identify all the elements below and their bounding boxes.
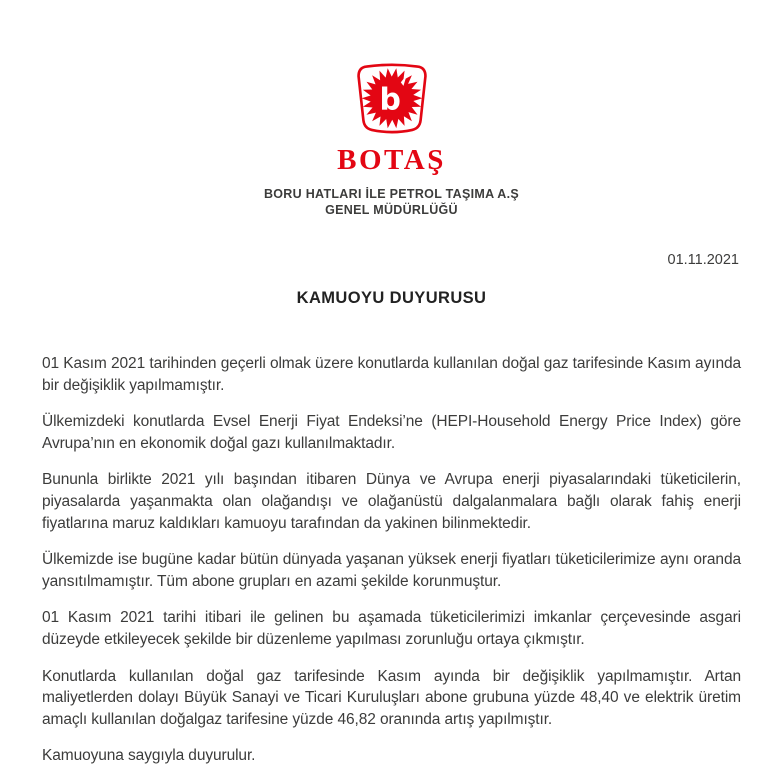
paragraph: 01 Kasım 2021 tarihinden geçerli olmak üzere konutlarda kullanılan doğal gaz tarifesinde Kasım ayında bir değişiklik yapılmamıştır. [42, 355, 741, 394]
logo-letter-b: b [379, 82, 401, 118]
org-name-line: BORU HATLARI İLE PETROL TAŞIMA A.Ş [263, 187, 520, 201]
document-date: 01.11.2021 [667, 252, 739, 268]
document-title: KAMUOYU DUYURUSU [296, 289, 487, 307]
brand-wordmark: BOTAŞ [337, 144, 446, 176]
closing-line: Kamuoyuna saygıyla duyurulur. [42, 747, 256, 765]
paragraph: Ülkemizdeki konutlarda Evsel Enerji Fiyat Endeksi’ne (HEPI-Household Energy Price Index) göre Avrupa’nın en ekonomik doğal gazı kullanılmaktadır. [42, 413, 741, 452]
document-body [42, 353, 741, 767]
botas-sawblade-shield-logo-icon [348, 60, 436, 140]
paragraph: Bununla birlikte 2021 yılı başından itibaren Dünya ve Avrupa enerji piyasalarındaki tüketicilerin, piyasalarda yaşanmakta olan olağandışı ve olağanüstü dalgalanmalara bağlı olarak fahiş enerji fiyatlarına maruz kaldıkları kamuoyu tarafından da yakinen bilinmektedir. [42, 471, 741, 532]
paragraph: Ülkemizde ise bugüne kadar bütün dünyada yaşanan yüksek enerji fiyatları tüketicilerimize aynı oranda yansıtılmamıştır. Tüm abone grupları en azami şekilde korunmuştur. [42, 551, 741, 590]
paragraph: Konutlarda kullanılan doğal gaz tarifesinde Kasım ayında bir değişiklik yapılmamıştır. Artan maliyetlerden dolayı Büyük Sanayi ve Ticari Kuruluşları abone grubuna yüzde 48,40 ve elektrik üretim amaçlı kullanılan doğalgaz tarifesine yüzde 46,82 oranında artış yapılmıştır. [42, 667, 741, 728]
letterhead [0, 0, 783, 218]
org-directorate-line: GENEL MÜDÜRLÜĞÜ [325, 203, 458, 217]
paragraph: 01 Kasım 2021 tarihi itibari ile gelinen bu aşamada tüketicilerimizi imkanlar çerçevesinde asgari düzeyde etkileyecek şekilde bir düzenleme yapılması zorunluğu ortaya çıkmıştır. [42, 609, 741, 648]
